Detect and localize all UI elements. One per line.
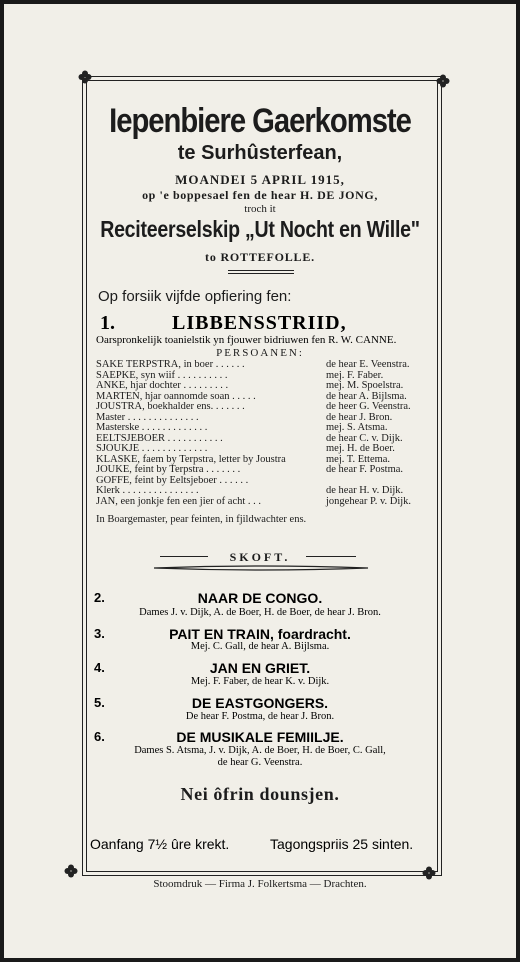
clover-ornament-icon — [436, 74, 450, 88]
venue-line: op 'e boppesael fen de hear H. DE JONG, — [142, 188, 378, 202]
cast-actor: de hear H. v. Dijk. — [326, 485, 404, 496]
printer-credit: Stoomdruk — Firma J. Folkertsma — Drachten. — [153, 878, 367, 890]
item-cast: De hear F. Postma, de hear J. Bron. — [185, 711, 335, 722]
cast-actor: mej. S. Atsma. — [326, 422, 388, 433]
poster-title: Iepenbiere Gaerkomste — [109, 102, 411, 140]
cast-actor: jongehear P. v. Dijk. — [326, 495, 412, 507]
item-title: JAN EN GRIET. — [209, 660, 311, 676]
interval-heading: SKOFT. — [229, 550, 291, 564]
cast-list — [96, 360, 430, 507]
clover-ornament-icon — [78, 70, 92, 84]
cast-role: GOFFE, feint by Eeltsjeboer . . . . . . — [96, 474, 249, 486]
cast-row — [96, 360, 430, 371]
cast-role: ANKE, hjar dochter . . . . . . . . . — [96, 380, 229, 391]
cast-note: In Boargemaster, pear feinten, in fjildwachter ens. — [96, 514, 307, 525]
play-number: 1. — [100, 312, 115, 334]
cast-actor: mej. M. Spoelstra. — [326, 380, 404, 391]
divider — [228, 273, 294, 274]
cast-role: SAEPKE, syn wiif . . . . . . . . . . — [96, 369, 228, 381]
item-title: NAAR DE CONGO. — [197, 590, 323, 606]
cast-actor: de hear J. Bron. — [326, 411, 393, 423]
cast-role: JOUKE, feint by Terpstra . . . . . . . — [96, 464, 241, 475]
intro-text: Op forsiik vijfde opfiering fen: — [98, 288, 292, 305]
cast-row — [96, 497, 430, 508]
item-number: 5. — [94, 695, 105, 710]
item-number: 3. — [94, 626, 105, 641]
cast-actor: de hear E. Veenstra. — [326, 359, 410, 370]
cast-actor: de hear A. Bijlsma. — [326, 390, 407, 402]
cast-actor: de heer G. Veenstra. — [326, 401, 411, 412]
cast-role: SJOUKJE . . . . . . . . . . . . . — [96, 443, 208, 454]
play-subtitle: Oarspronkelijk toanielstik yn fjouwer bidriuwen fen R. W. CANNE. — [96, 334, 397, 346]
play-title: LIBBENSSTRIID, — [172, 312, 347, 334]
item-number: 4. — [94, 660, 105, 675]
closing-line: Nei ôfrin dounsjen. — [180, 784, 340, 804]
item-title: DE MUSIKALE FEMIILJE. — [176, 729, 344, 745]
cast-actor: mej. T. Ettema. — [326, 453, 391, 465]
item-number: 2. — [94, 590, 105, 605]
by-line: troch it — [244, 203, 276, 215]
place-line: te Surhûsterfean, — [177, 142, 343, 164]
cast-role: EELTSJEBOER . . . . . . . . . . . — [96, 432, 223, 444]
cast-role: Master . . . . . . . . . . . . . . — [96, 411, 199, 423]
cast-heading: PERSOANEN: — [216, 347, 304, 359]
item-cast: Mej. F. Faber, de hear K. v. Dijk. — [190, 676, 330, 687]
cast-actor: de hear F. Postma. — [326, 464, 404, 475]
cast-role: Masterske . . . . . . . . . . . . . — [96, 422, 208, 433]
item-cast: Dames J. v. Dijk, A. de Boer, H. de Boer, de hear J. Bron. — [139, 607, 381, 618]
cast-role: JOUSTRA, boekhalder ens. . . . . . . — [96, 401, 245, 412]
clover-ornament-icon — [64, 864, 78, 878]
item-cast: de hear G. Veenstra. — [217, 757, 303, 768]
cast-row — [96, 402, 430, 413]
date-line: MOANDEI 5 APRIL 1915, — [175, 172, 345, 187]
cast-row — [96, 465, 430, 476]
cast-role: MARTEN, hjar oannomde soan . . . . . — [96, 390, 256, 402]
item-title: PAIT EN TRAIN, foardracht. — [169, 626, 351, 642]
cast-role: JAN, een jonkje fen een jier of acht . . . — [96, 495, 262, 507]
group-name: Reciteerselskip „Ut Nocht en Wille" — [100, 216, 420, 242]
cast-row — [96, 381, 430, 392]
cast-role: SAKE TERPSTRA, in boer . . . . . . — [96, 359, 245, 370]
divider — [228, 270, 294, 271]
divider — [306, 556, 356, 557]
item-cast: Dames S. Atsma, J. v. Dijk, A. de Boer, H. de Boer, C. Gall, — [134, 745, 386, 756]
cast-row — [96, 486, 430, 497]
item-number: 6. — [94, 729, 105, 744]
item-cast: Mej. C. Gall, de hear A. Bijlsma. — [190, 641, 330, 652]
item-title: DE EASTGONGERS. — [191, 695, 329, 711]
cast-role: KLASKE, faem by Terpstra, letter by Joustra — [96, 453, 286, 465]
town-line: to ROTTEFOLLE. — [205, 250, 315, 264]
cast-row — [96, 444, 430, 455]
cast-actor: de hear C. v. Dijk. — [326, 432, 403, 444]
scroll-rule-icon — [150, 565, 372, 571]
cast-actor: mej. H. de Boer. — [326, 443, 395, 454]
cast-role: Klerk . . . . . . . . . . . . . . . — [96, 485, 199, 496]
entry-price: Tagongspriis 25 sinten. — [270, 836, 414, 852]
cast-row — [96, 423, 430, 434]
cast-actor: mej. F. Faber. — [326, 369, 384, 381]
start-time: Oanfang 7½ ûre krekt. — [90, 836, 230, 852]
